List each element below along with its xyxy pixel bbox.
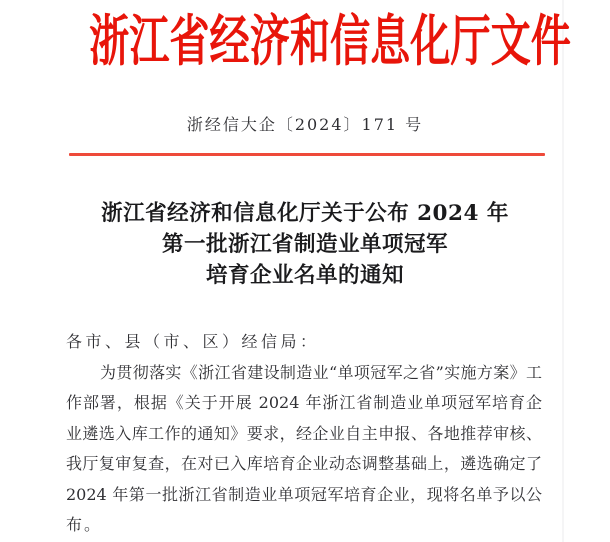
body-paragraph-line: 作部署，根据《关于开展 2024 年浙江省制造业单项冠军培育企 [66,393,542,412]
notice-title-line-3: 培育企业名单的通知 [205,263,404,288]
document-body [66,327,542,541]
salutation: 各市、县（市、区）经信局： [66,332,320,351]
agency-name: 浙江省经济和信息化厅文件 [89,8,571,73]
body-paragraph-line: 布。 [66,515,103,534]
document-number: 浙经信大企〔2024〕171 号 [186,115,424,134]
body-paragraph-line: 为贯彻落实《浙江省建设制造业“单项冠军之省”实施方案》工 [100,362,542,382]
notice-title [0,198,610,291]
document-header [0,8,610,74]
red-separator-line [69,153,545,156]
body-paragraph-line: 业遴选入库工作的通知》要求，经企业自主申报、各地推荐审核、 [66,423,542,443]
notice-title-line-1: 浙江省经济和信息化厅关于公布 2024 年 [101,201,509,226]
notice-title-line-2: 第一批浙江省制造业单项冠军 [161,232,448,257]
body-paragraph-line: 我厅复审复查，在对已入库培育企业动态调整基础上，遴选确定了 [66,454,542,473]
body-paragraph-line: 2024 年第一批浙江省制造业单项冠军培育企业，现将名单予以公 [66,484,542,504]
